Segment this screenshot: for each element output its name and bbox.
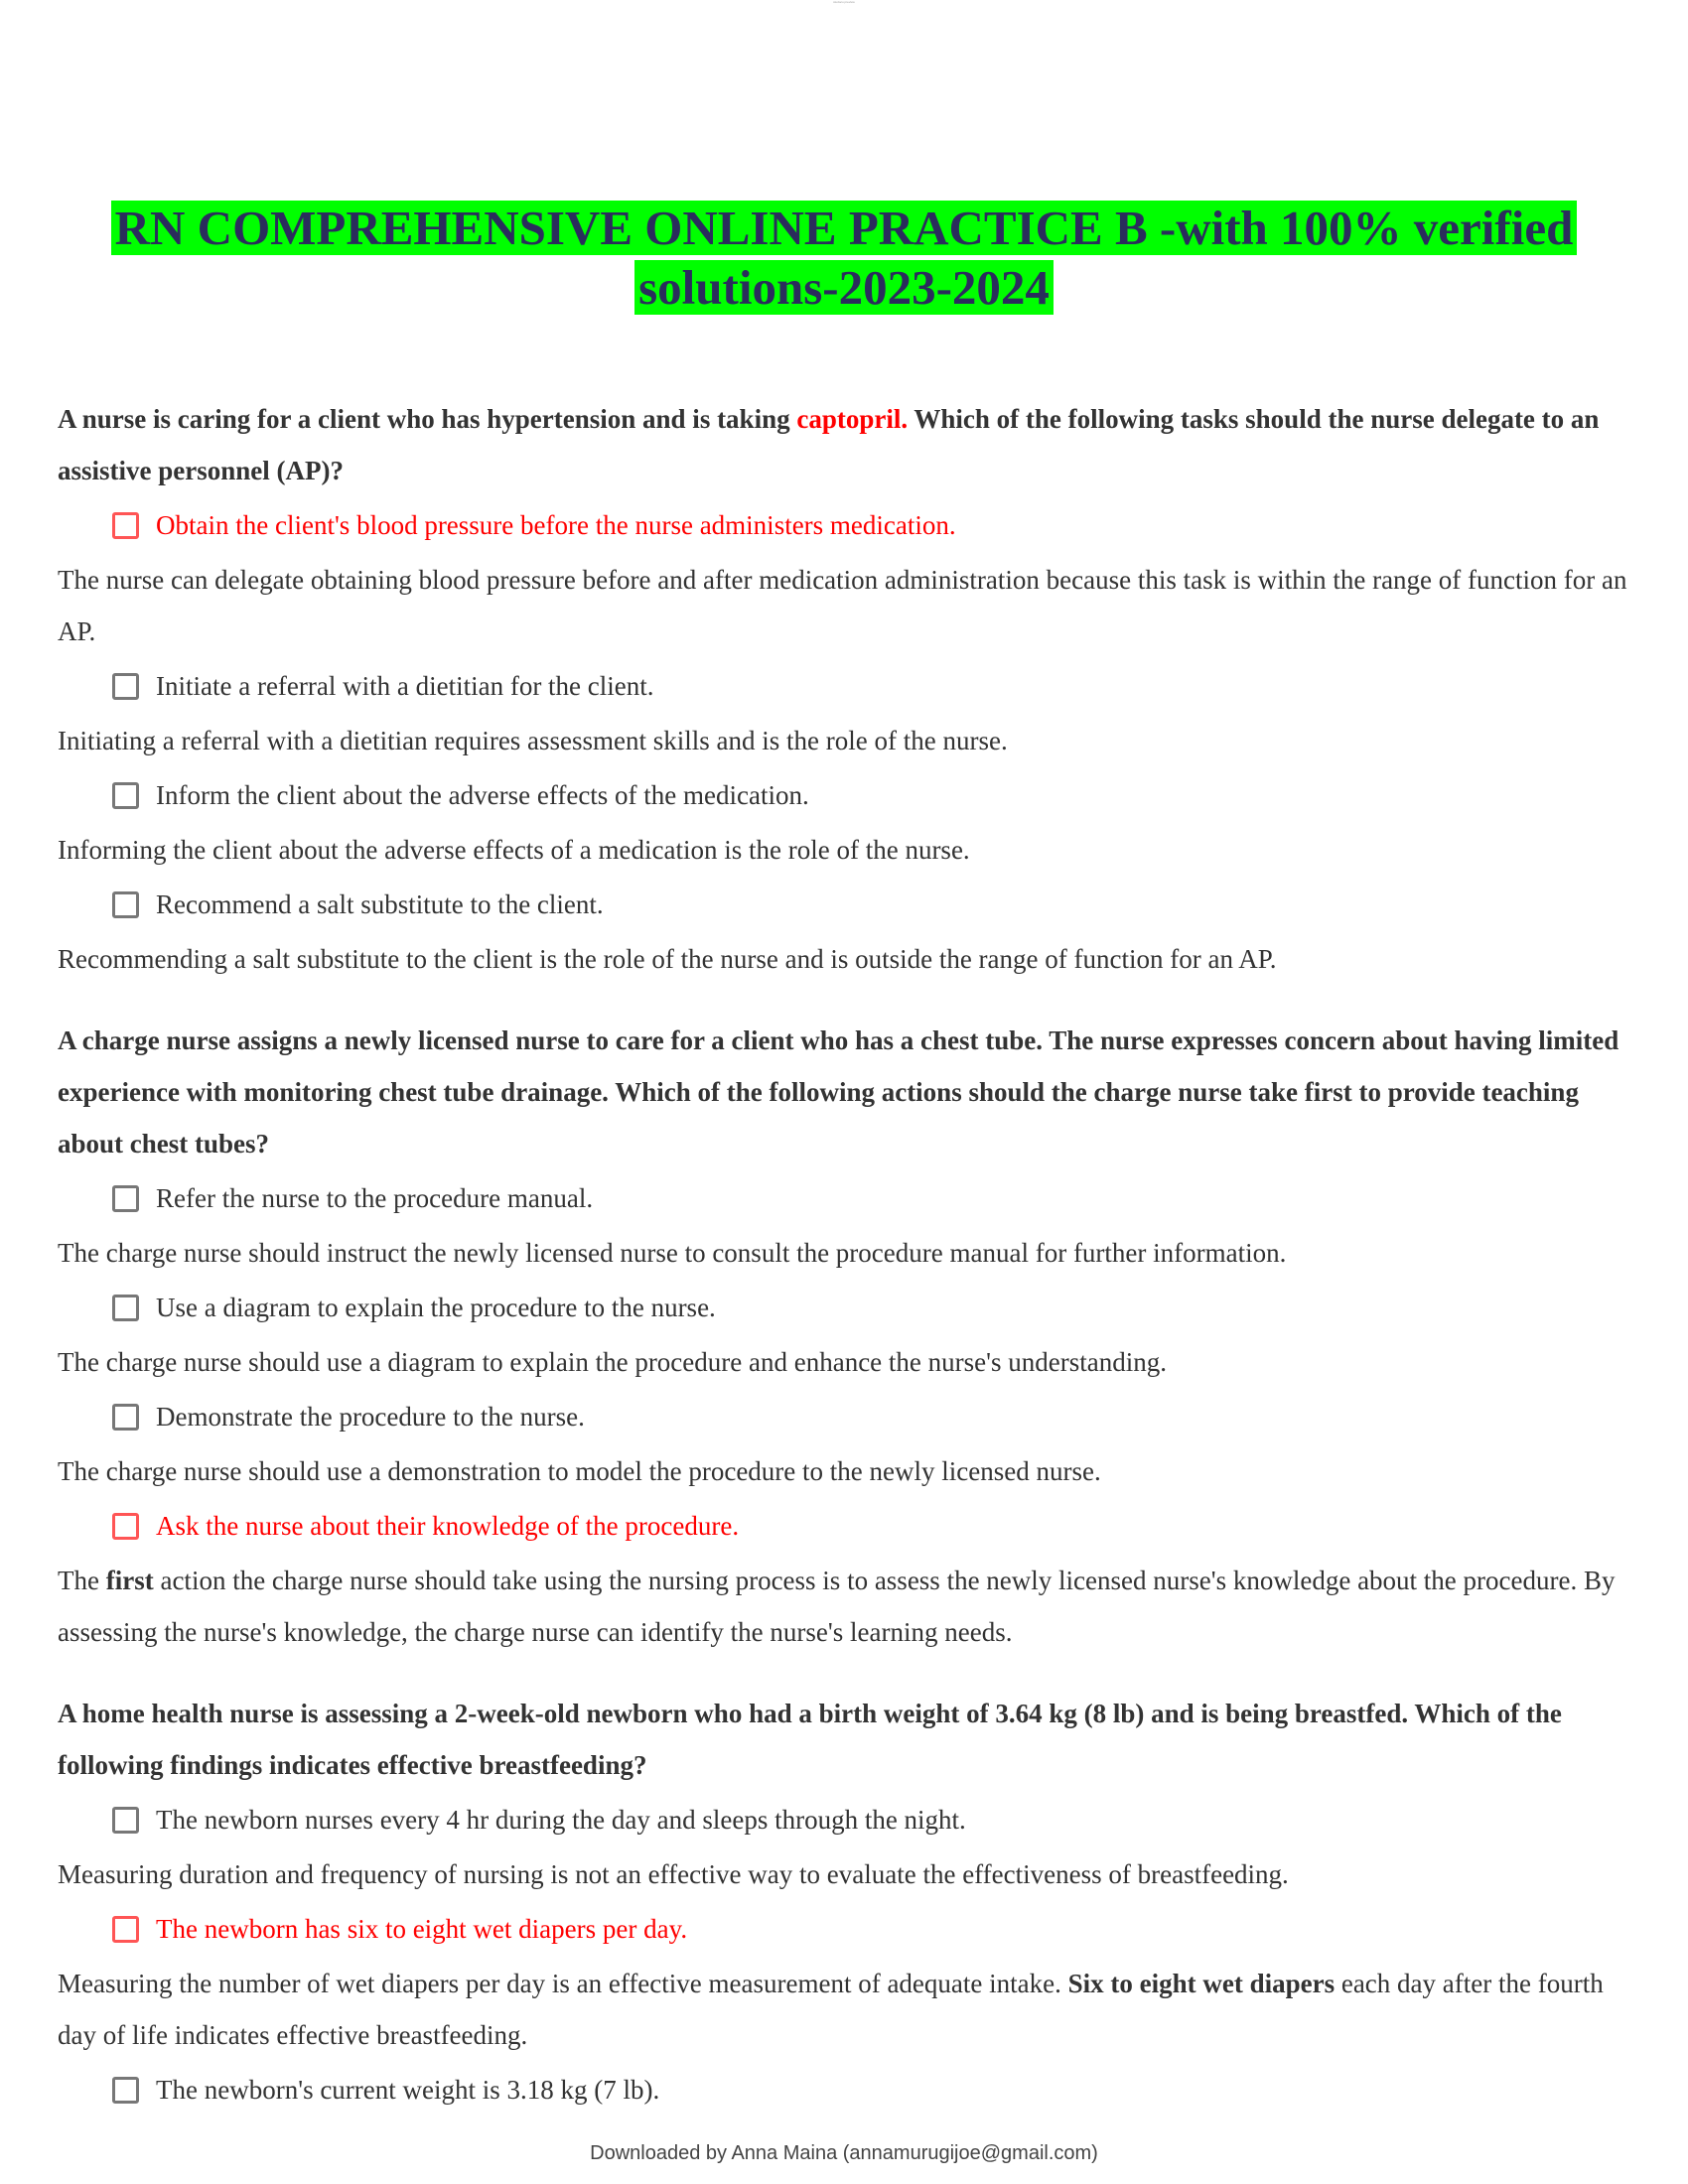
checkbox-icon[interactable] bbox=[112, 512, 139, 539]
checkbox-icon[interactable] bbox=[112, 1404, 139, 1431]
option-rationale: The charge nurse should use a diagram to explain the procedure and enhance the nurse's understanding. bbox=[58, 1347, 1167, 1377]
rationale-text: each day after the fourth day of life indicates effective breastfeeding. bbox=[58, 1969, 1604, 2050]
answer-option[interactable] bbox=[112, 657, 1636, 715]
answer-option[interactable] bbox=[112, 2061, 1636, 2118]
checkbox-icon[interactable] bbox=[112, 782, 139, 809]
option-label: The newborn has six to eight wet diapers per day. bbox=[156, 1914, 688, 1944]
option-label: Ask the nurse about their knowledge of the procedure. bbox=[156, 1511, 740, 1541]
option-label: Refer the nurse to the procedure manual. bbox=[156, 1183, 594, 1213]
checkbox-icon[interactable] bbox=[112, 1295, 139, 1321]
stem-text: A nurse is caring for a client who has hypertension and is taking bbox=[58, 404, 797, 434]
option-rationale bbox=[58, 1555, 1636, 1658]
stem-text: Which of the following tasks should the nurse delegate to an assistive personnel (AP)? bbox=[58, 404, 1600, 485]
answer-option[interactable] bbox=[112, 1791, 1636, 1848]
option-label: Demonstrate the procedure to the nurse. bbox=[156, 1402, 585, 1432]
question-2 bbox=[58, 1015, 1636, 1658]
answer-option[interactable] bbox=[112, 766, 1636, 824]
option-label: The newborn's current weight is 3.18 kg (7 lb). bbox=[156, 2075, 660, 2105]
checkbox-icon[interactable] bbox=[112, 1916, 139, 1943]
question-stem: A home health nurse is assessing a 2-week-old newborn who had a birth weight of 3.64 kg (8 lb) and is being breastfed. Which of the following findings indicates effective breastfeeding? bbox=[58, 1699, 1562, 1780]
rationale-text: Measuring the number of wet diapers per day is an effective measurement of adequate intake. bbox=[58, 1969, 1068, 1998]
answer-option[interactable] bbox=[112, 876, 1636, 933]
option-rationale: Recommending a salt substitute to the client is the role of the nurse and is outside the range of function for an AP. bbox=[58, 944, 1277, 974]
rationale-emphasis: Six to eight wet diapers bbox=[1067, 1969, 1336, 1998]
question-stem: A charge nurse assigns a newly licensed nurse to care for a client who has a chest tube. The nurse expresses concern about having limited experience with monitoring chest tube drainage. Which of the following actions should the charge nurse take first to provide teaching about chest tubes? bbox=[58, 1025, 1619, 1159]
question-stem bbox=[58, 393, 1636, 496]
answer-option[interactable] bbox=[112, 1169, 1636, 1227]
checkbox-icon[interactable] bbox=[112, 2077, 139, 2104]
option-rationale bbox=[58, 1958, 1636, 2061]
rationale-emphasis: first bbox=[105, 1566, 154, 1595]
title-line-2: solutions-2023-2024 bbox=[634, 260, 1054, 315]
option-label: Initiate a referral with a dietitian for the client. bbox=[156, 671, 654, 701]
option-rationale: The charge nurse should instruct the newly licensed nurse to consult the procedure manual for further information. bbox=[58, 1238, 1287, 1268]
question-1 bbox=[58, 393, 1636, 985]
checkbox-icon[interactable] bbox=[112, 1185, 139, 1212]
spacer bbox=[58, 1658, 1636, 1688]
checkbox-icon[interactable] bbox=[112, 1807, 139, 1834]
answer-option-correct[interactable] bbox=[112, 1497, 1636, 1555]
option-label: Obtain the client's blood pressure before the nurse administers medication. bbox=[156, 510, 956, 540]
option-rationale: Initiating a referral with a dietitian requires assessment skills and is the role of the nurse. bbox=[58, 726, 1008, 755]
option-rationale: Informing the client about the adverse effects of a medication is the role of the nurse. bbox=[58, 835, 970, 865]
document-title bbox=[0, 199, 1688, 318]
checkbox-icon[interactable] bbox=[112, 673, 139, 700]
option-rationale: The nurse can delegate obtaining blood pressure before and after medication administration because this task is within the range of function for an AP. bbox=[58, 565, 1627, 646]
page-watermark: studocu preview bbox=[833, 0, 855, 4]
option-rationale: Measuring duration and frequency of nursing is not an effective way to evaluate the effectiveness of breastfeeding. bbox=[58, 1859, 1289, 1889]
title-line-1: RN COMPREHENSIVE ONLINE PRACTICE B -with 100% verified bbox=[111, 201, 1578, 255]
spacer bbox=[58, 985, 1636, 1015]
answer-option-correct[interactable] bbox=[112, 496, 1636, 554]
drug-name-highlight: captopril. bbox=[796, 404, 909, 434]
answer-option[interactable] bbox=[112, 1388, 1636, 1445]
rationale-text: The bbox=[58, 1566, 106, 1595]
download-footer: Downloaded by Anna Maina (annamurugijoe@gmail.com) bbox=[590, 2142, 1098, 2164]
option-label: Inform the client about the adverse effects of the medication. bbox=[156, 780, 809, 810]
question-3 bbox=[58, 1688, 1636, 2118]
answer-option[interactable] bbox=[112, 1279, 1636, 1336]
rationale-text: action the charge nurse should take using the nursing process is to assess the newly licensed nurse's knowledge about the procedure. By assessing the nurse's knowledge, the charge nurse can identify the nurse's learning needs. bbox=[58, 1566, 1616, 1647]
document-body bbox=[58, 393, 1636, 2118]
option-label: Use a diagram to explain the procedure to the nurse. bbox=[156, 1293, 716, 1322]
option-rationale: The charge nurse should use a demonstration to model the procedure to the newly licensed nurse. bbox=[58, 1456, 1101, 1486]
option-label: The newborn nurses every 4 hr during the day and sleeps through the night. bbox=[156, 1805, 966, 1835]
option-label: Recommend a salt substitute to the client. bbox=[156, 889, 604, 919]
answer-option-correct[interactable] bbox=[112, 1900, 1636, 1958]
checkbox-icon[interactable] bbox=[112, 891, 139, 918]
checkbox-icon[interactable] bbox=[112, 1513, 139, 1540]
